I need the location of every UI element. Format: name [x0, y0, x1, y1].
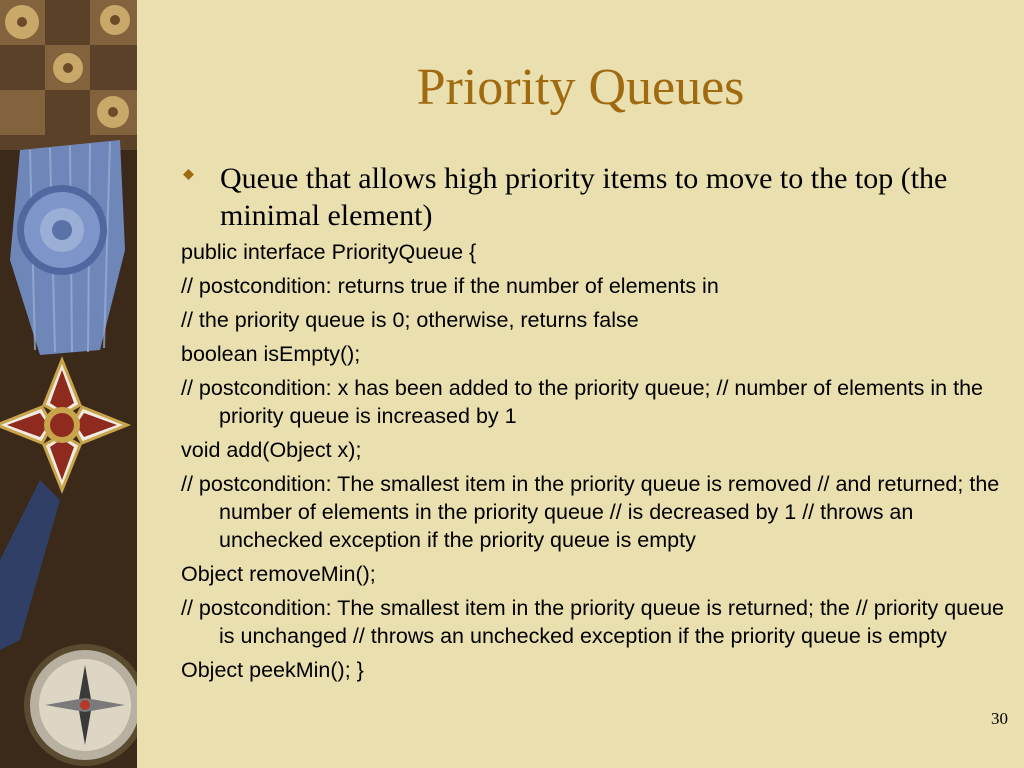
slide-title: Priority Queues	[416, 59, 745, 116]
code-line: Object peekMin(); }	[181, 658, 364, 682]
code-line: // postcondition: The smallest item in the priority queue is returned; the // priority queue is unchanged // throws an unchecked exception if the priority queue is empty	[181, 596, 1005, 648]
diamond-bullet-icon	[183, 169, 194, 180]
code-line: // postcondition: The smallest item in the priority queue is removed // and returned; the number of elements in the priority queue // is decreased by 1 // throws an unchecked exception if the priority queue is empty	[181, 472, 1000, 552]
code-listing	[181, 238, 1019, 690]
code-line: // the priority queue is 0; otherwise, returns false	[181, 308, 639, 332]
page-number: 30	[991, 709, 1008, 728]
bullet-text: Queue that allows high priority items to move to the top (the minimal element)	[220, 162, 948, 232]
code-line: // postcondition: x has been added to the priority queue; // number of elements in the priority queue is increased by 1	[181, 376, 983, 428]
code-line: void add(Object x);	[181, 438, 362, 462]
decorative-sidebar-image	[0, 0, 137, 768]
code-line: Object removeMin();	[181, 562, 376, 586]
code-line: public interface PriorityQueue {	[181, 240, 477, 264]
code-line: boolean isEmpty();	[181, 342, 361, 366]
code-line: // postcondition: returns true if the number of elements in	[181, 274, 719, 298]
